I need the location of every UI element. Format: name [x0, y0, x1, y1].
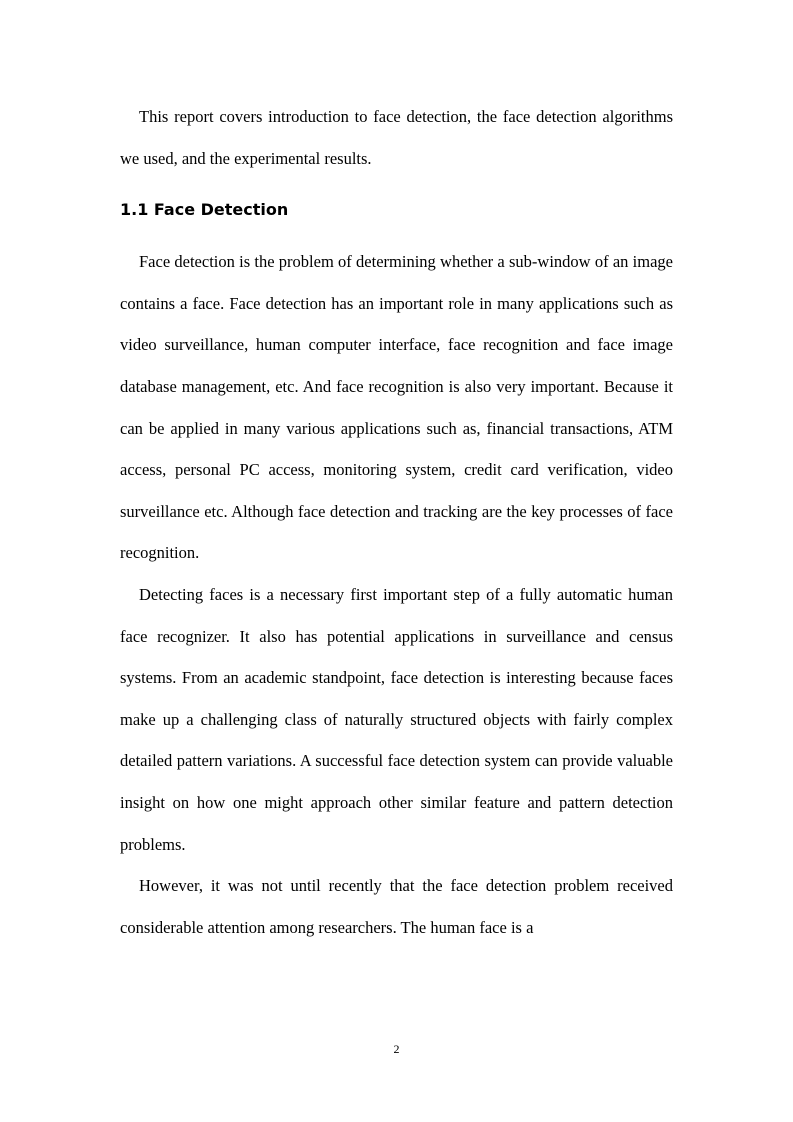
page-number: 2: [393, 1042, 400, 1056]
section-heading: 1.1 Face Detection: [120, 200, 289, 220]
page-content: [120, 96, 673, 948]
intro-paragraph: This report covers introduction to face detection, the face detection algorithms we used, and the experimental results.: [120, 107, 673, 168]
body-paragraph-1: Face detection is the problem of determining whether a sub-window of an image contains a face. Face detection has an important role in many applications such as video surveillance, human computer interface, face recognition and face image database management, etc. And face recognition is also very important. Because it can be applied in many various applications such as, financial transactions, ATM access, personal PC access, monitoring system, credit card verification, video surveillance etc. Although face detection and tracking are the key processes of face recognition.: [120, 252, 673, 563]
body-paragraph-3: However, it was not until recently that the face detection problem received considerable attention among researchers. The human face is a: [120, 876, 673, 937]
body-paragraph-2: Detecting faces is a necessary first important step of a fully automatic human face recognizer. It also has potential applications in surveillance and census systems. From an academic standpoint, face detection is interesting because faces make up a challenging class of naturally structured objects with fairly complex detailed pattern variations. A successful face detection system can provide valuable insight on how one might approach other similar feature and pattern detection problems.: [120, 584, 673, 854]
